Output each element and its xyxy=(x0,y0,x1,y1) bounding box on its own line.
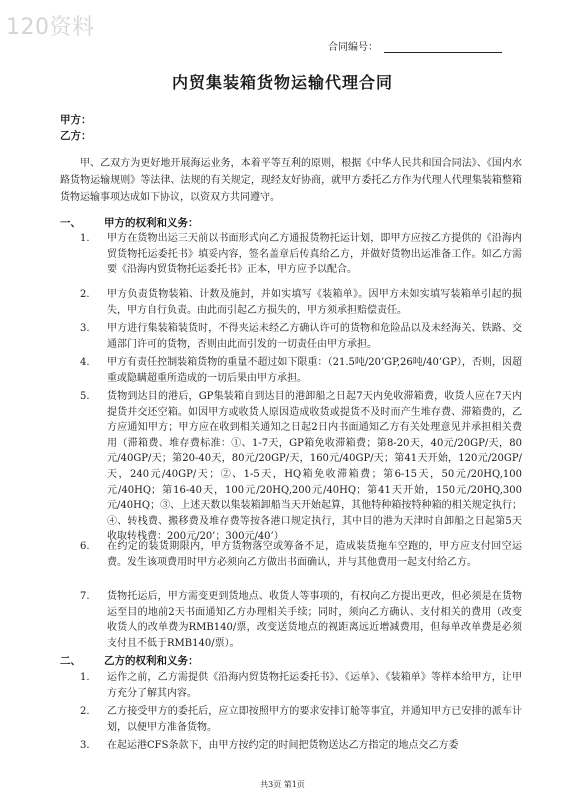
list-item xyxy=(80,670,522,701)
list-item xyxy=(80,287,522,318)
section-2-title: 乙方的权利和义务： xyxy=(104,655,199,667)
list-item xyxy=(80,704,522,735)
item-text: 甲方负责货物装箱、计数及施封，并如实填写《装箱单》。因甲方未如实填写装箱单引起的损失，甲方自行负责。由此而引起乙方损失的，甲方须承担赔偿责任。 xyxy=(107,289,522,316)
section-1-number: 一、 xyxy=(60,217,81,229)
item-text: 货物托运后，甲方需变更到货地点、收货人等事项的，有权向乙方提出更改，但必须是在货物运至目的地前2天书面通知乙方办理相关手续；同时，须向乙方确认、支付相关的费用（改变收货人的改单费为RMB140/票，改变送货地点的视距离远近增减费用，但每单改单费是必须支付且不低于RMB140/票）。 xyxy=(107,591,522,649)
item-text: 甲方进行集装箱装货时，不得夹运未经乙方确认许可的货物和危险品以及未经海关、铁路、交通部门许可的货物，否则由此而引发的一切责任由甲方承担。 xyxy=(107,323,522,350)
item-number: 7. xyxy=(80,591,90,602)
item-number: 3. xyxy=(80,740,90,751)
page-title: 内贸集装箱货物运输代理合同 xyxy=(171,73,393,92)
list-item xyxy=(80,389,522,545)
party-b-label: 乙方： xyxy=(60,130,92,142)
item-number: 4. xyxy=(80,357,90,368)
list-item xyxy=(80,738,522,754)
item-text: 乙方接受甲方的委托后，应立即按照甲方的要求安排订舱等事宜，并通知甲方已安排的派车计划，以便甲方准备货物。 xyxy=(107,706,522,733)
list-item xyxy=(80,589,522,651)
item-number: 2. xyxy=(80,289,90,300)
section-2-heading xyxy=(60,653,199,668)
section-2-number: 二、 xyxy=(60,655,81,667)
item-text: 甲方有责任控制装箱货物的重量不超过如下限重：（21.5吨/20’GP,26吨/40’GP），否则，因超重或隐瞒超重所造成的一切后果由甲方承担。 xyxy=(107,357,522,384)
contract-number xyxy=(328,38,502,53)
item-number: 6. xyxy=(80,541,90,552)
item-text: 运作之前，乙方需提供《沿海内贸货物托运委托书》、《运单》、《装箱单》等样本给甲方，让甲方充分了解其内容。 xyxy=(107,672,522,699)
intro-paragraph: 甲、乙双方为更好地开展海运业务，本着平等互利的原则，根据《中华人民共和国合同法》、《国内水路货物运输规则》等法律、法规的有关规定，现经友好协商，就甲方委托乙方作为代理人代理集装箱整箱货物运输事项达成如下协议，以资双方共同遵守。 xyxy=(60,158,522,203)
contract-number-label: 合同编号： xyxy=(328,42,378,53)
list-item xyxy=(80,231,522,278)
item-text: 在约定的装货期限内，甲方货物落空或筹备不足，造成装货拖车空跑的，甲方应支付回空运费。发生该项费用时甲方必须向乙方做出书面确认，并与其他费用一起支付给乙方。 xyxy=(107,541,522,568)
item-text: 甲方在货物出运三天前以书面形式向乙方通报货物托运计划，即甲方应按乙方提供的《沿海内贸货物托运委托书》填妥内容，签名盖章后传真给乙方，并做好货物出运准备工作。如乙方需要《沿海内贸货物托运委托书》正本，甲方应予以配合。 xyxy=(107,233,522,276)
item-text: 货物到达目的港后，GP集装箱自到达目的港卸船之日起7天内免收滞箱费，收货人应在7天内提货并交还空箱。如因甲方或收货人原因造成收货或提货不及时而产生堆存费、滞箱费的，乙方应通知甲方；甲方应在收到相关通知之日起2日内书面通知乙方有关处理意见并承担相关费用（滞箱费、堆存费标准：①、1-7天，GP箱免收滞箱费；第8-20天，40元/20GP/天，80元/40GP/天；第20-40天，80元/20GP/天，160元/40GP/天；第41天开始，120元/20GP/天，240元/40GP/天；②、1-5天，HQ箱免收滞箱费；第6-15天，50元/20HQ,100元/40HQ；第16-40天，100元/20HQ,200元/40HQ；第41天开始，150元/20HQ,300元/40HQ；③、上述天数以集装箱卸船当天开始起算，其他特种箱按特种箱的相关规定执行；④、转栈费、搬移费及堆存费等按各港口规定执行，其中目的港为天津时自卸船之日起第5天收取转栈费：200元/20’；300元/40’） xyxy=(107,391,522,543)
item-text: 在起运港CFS条款下，由甲方按约定的时间把货物送达乙方指定的地点交乙方委 xyxy=(107,740,459,751)
item-number: 2. xyxy=(80,706,90,717)
party-a-label: 甲方： xyxy=(60,114,92,126)
page-footer: 共3页 第1页 xyxy=(260,780,305,789)
watermark: 120资料 xyxy=(6,15,95,40)
item-number: 5. xyxy=(80,391,90,402)
item-number: 1. xyxy=(80,233,90,244)
section-1-heading xyxy=(60,215,199,230)
list-item xyxy=(80,321,522,352)
list-item xyxy=(80,539,522,570)
section-1-title: 甲方的权利和义务： xyxy=(104,217,199,229)
item-number: 1. xyxy=(80,672,90,683)
list-item xyxy=(80,355,522,386)
contract-number-blank xyxy=(384,42,502,53)
item-number: 3. xyxy=(80,323,90,334)
